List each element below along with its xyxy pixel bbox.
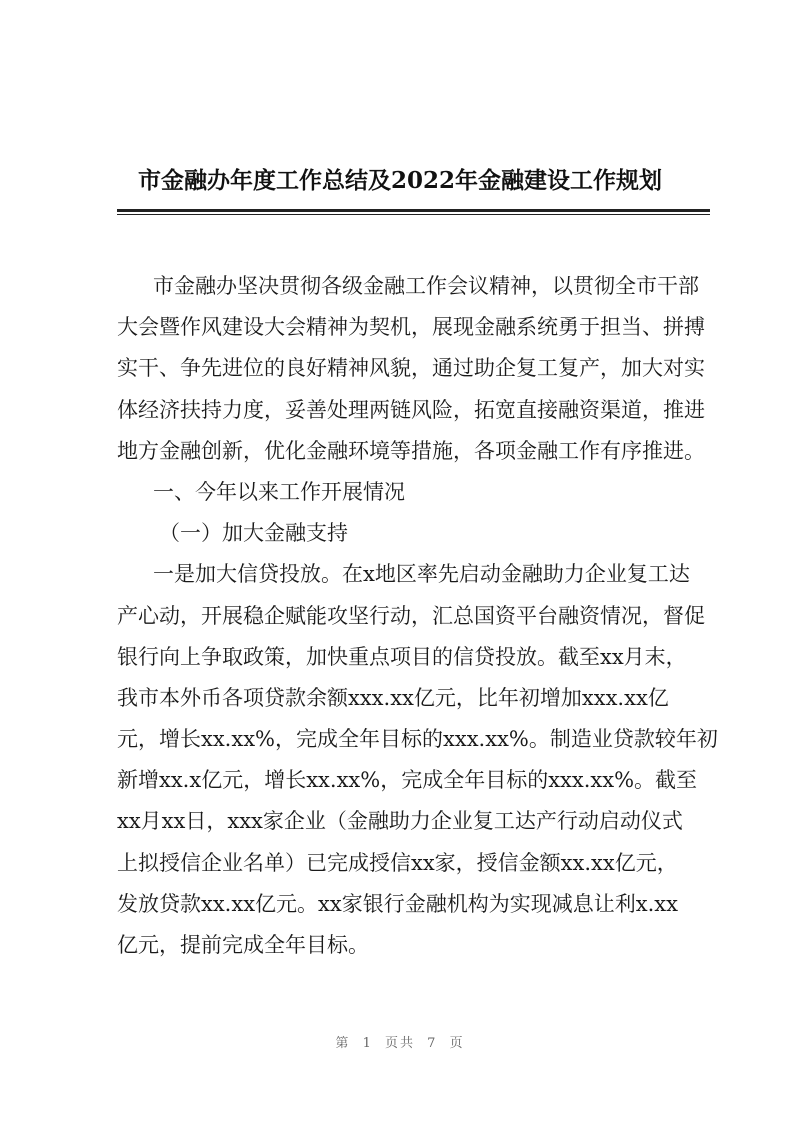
section-heading: 一、今年以来工作开展情况 [153,479,405,504]
paragraph-line: 产心动，开展稳企赋能攻坚行动，汇总国资平台融资情况，督促 [117,603,705,628]
paragraph-line: 发放贷款xx.xx亿元。xx家银行金融机构为实现减息让利x.xx [117,891,678,916]
title-rule-thick [117,209,710,212]
subsection-heading: （一）加大金融支持 [159,521,348,546]
paragraph-line: 市金融办坚决贯彻各级金融工作会议精神，以贯彻全市干部 [153,274,699,298]
paragraph-line: 元，增长xx.xx%，完成全年目标的xxx.xx%。制造业贷款较年初 [117,727,718,752]
paragraph-line: 一是加大信贷投放。在x地区率先启动金融助力企业复工达 [153,562,690,587]
document-body [117,266,718,966]
paragraph-line: 体经济扶持力度，妥善处理两链风险，拓宽直接融资渠道，推进 [117,397,705,422]
footer-page-number: 1 [362,1036,373,1051]
footer-prefix: 第 [335,1036,351,1051]
paragraph-line: 实干、争先进位的良好精神风貌，通过助企复工复产，加大对实 [117,356,705,381]
footer-suffix: 页 [449,1036,465,1051]
paragraph-line: 银行向上争取政策，加快重点项目的信贷投放。截至xx月末， [117,644,687,669]
title-rule-thin [117,214,710,215]
paragraph-line: 地方金融创新，优化金融环境等措施，各项金融工作有序推进。 [117,438,705,463]
paragraph-line: xx月xx日，xxx家企业（金融助力企业复工达产行动启动仪式 [117,809,683,834]
paragraph-line: 上拟授信企业名单）已完成授信xx家，授信金额xx.xx亿元， [117,850,678,875]
footer-middle: 页共 [384,1036,415,1051]
paragraph-line: 亿元，提前完成全年目标。 [117,933,369,957]
paragraph-line: 我市本外币各项贷款余额xxx.xx亿元，比年初增加xxx.xx亿 [117,685,669,710]
paragraph-line: 大会暨作风建设大会精神为契机，展现金融系统勇于担当、拼搏 [117,315,705,340]
footer-total-pages: 7 [427,1036,438,1051]
page-footer [0,1032,800,1051]
paragraph-line: 新增xx.x亿元，增长xx.xx%，完成全年目标的xxx.xx%。截至 [117,768,698,793]
document-title: 市金融办年度工作总结及2022年金融建设工作规划 [137,167,662,194]
